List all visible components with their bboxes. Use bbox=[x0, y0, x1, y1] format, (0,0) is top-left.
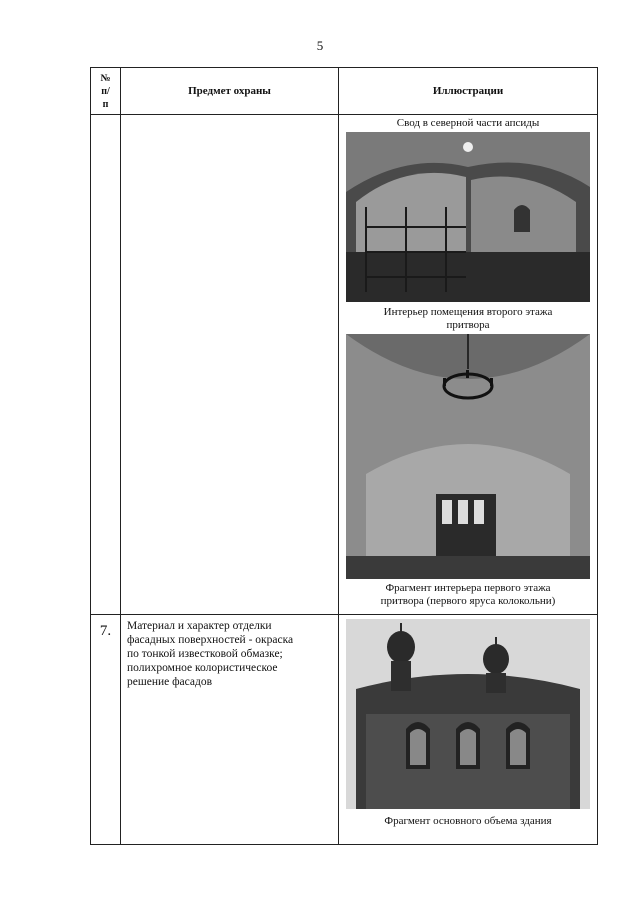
header-number-l1: № bbox=[100, 72, 111, 84]
caption-narthex-second-floor-l2: притвора bbox=[446, 319, 490, 331]
subject-text-7-l2: фасадных поверхностей - окраска bbox=[127, 634, 294, 646]
caption-apse-vault: Свод в северной части апсиды bbox=[396, 117, 540, 129]
header-number bbox=[91, 68, 121, 115]
row-number-7: 7. bbox=[91, 615, 121, 845]
subject-text-7-l4: полихромное колористическое bbox=[127, 662, 278, 674]
photo-apse-vault bbox=[346, 132, 590, 302]
header-number-label bbox=[91, 72, 120, 111]
table-row-7 bbox=[91, 615, 598, 845]
row-number-cell bbox=[91, 115, 121, 615]
caption-narthex-first-floor bbox=[339, 582, 597, 608]
photo-facade bbox=[346, 619, 590, 809]
header-illustrations: Иллюстрации bbox=[339, 68, 598, 115]
subject-cell bbox=[121, 115, 339, 615]
photo-narthex-second-floor bbox=[346, 334, 590, 579]
header-subject: Предмет охраны bbox=[121, 68, 339, 115]
table-header-row bbox=[91, 68, 598, 115]
caption-narthex-second-floor bbox=[339, 306, 597, 332]
caption-narthex-first-floor-l1: Фрагмент интерьера первого этажа bbox=[385, 582, 551, 594]
page-number: 5 bbox=[316, 38, 324, 53]
table-row bbox=[91, 115, 598, 615]
header-number-l2: п/ bbox=[101, 85, 110, 97]
header-number-l3: п bbox=[102, 98, 109, 110]
illustrations-cell-7 bbox=[339, 615, 598, 845]
subject-cell-7 bbox=[121, 615, 339, 845]
subject-text-7-l5: решение фасадов bbox=[127, 676, 213, 688]
caption-facade: Фрагмент основного объема здания bbox=[384, 815, 552, 827]
caption-narthex-first-floor-l2: притвора (первого яруса колокольни) bbox=[380, 595, 556, 607]
subject-text-7-l3: по тонкой известковой обмазке; bbox=[127, 648, 283, 660]
illustrations-cell bbox=[339, 115, 598, 615]
subject-text-7-l1: Материал и характер отделки bbox=[127, 620, 272, 632]
caption-narthex-second-floor-l1: Интерьер помещения второго этажа bbox=[383, 306, 553, 318]
subject-text-7 bbox=[121, 615, 338, 689]
protection-table bbox=[90, 67, 598, 845]
